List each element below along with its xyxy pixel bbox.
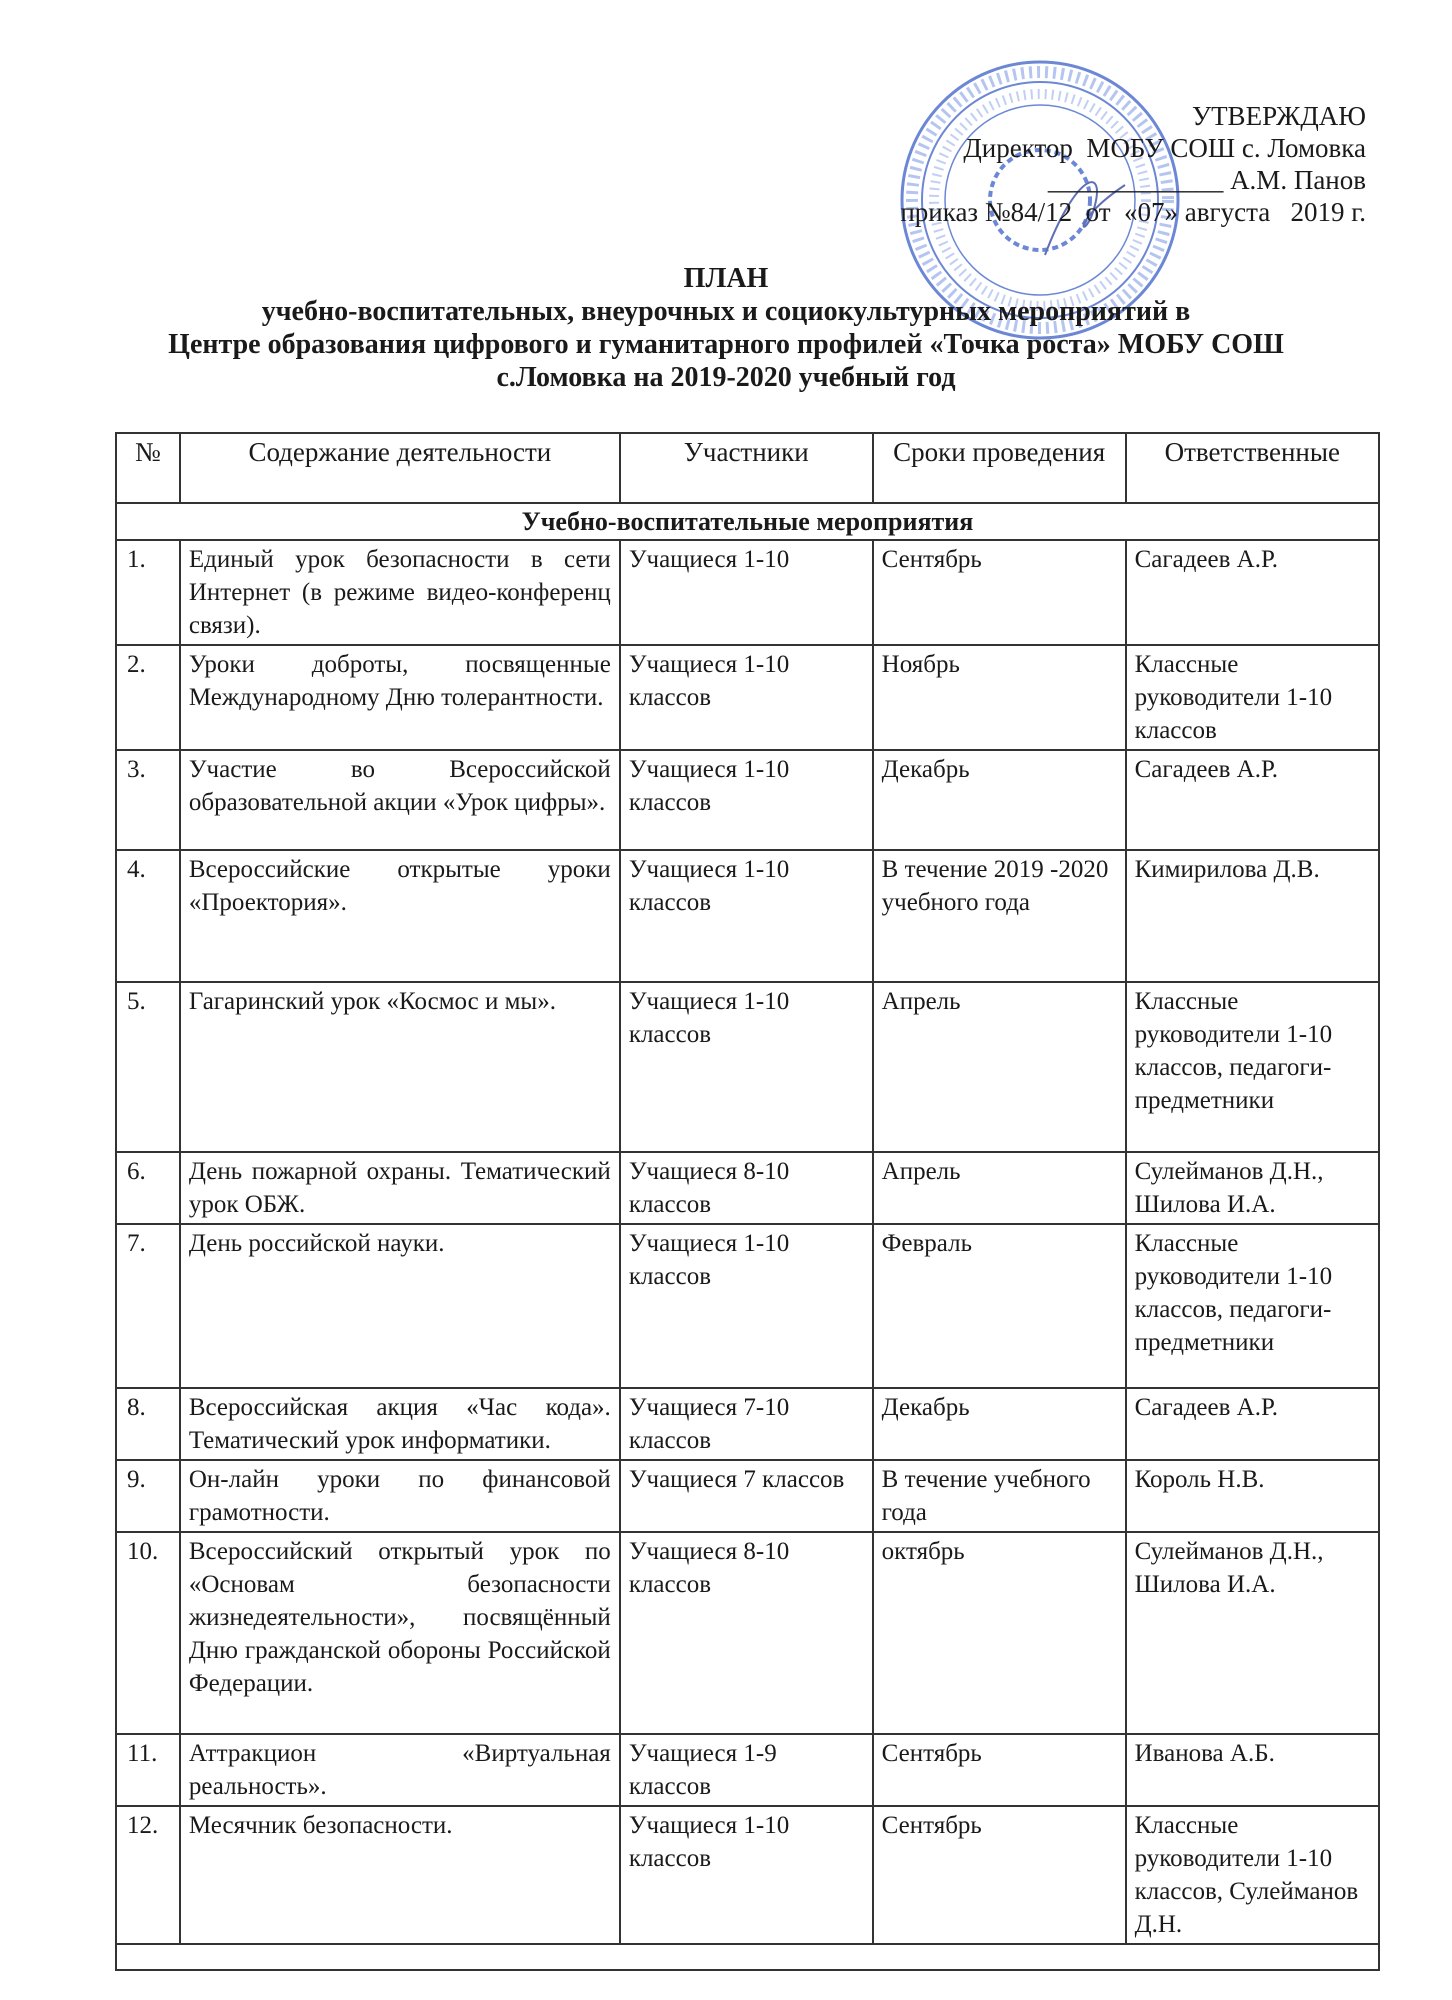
row-dates: Декабрь — [873, 750, 1126, 850]
table-row — [116, 1734, 1379, 1806]
row-content: Всероссийский открытый урок по «Основам безопасности жизнедеятельности», посвящённый Дню гражданской обороны Российской Федерации. — [180, 1532, 620, 1734]
row-number: 12. — [116, 1806, 180, 1944]
row-dates: Сентябрь — [873, 1806, 1126, 1944]
approval-title: УТВЕРЖДАЮ — [1191, 101, 1366, 131]
table-row — [116, 1388, 1379, 1460]
row-content: Всероссийские открытые уроки «Проектория». — [180, 850, 620, 982]
row-dates: Апрель — [873, 982, 1126, 1152]
row-responsible: Сагадеев А.Р. — [1126, 1388, 1379, 1460]
section-row — [116, 503, 1379, 540]
row-content: Он-лайн уроки по финансовой грамотности. — [180, 1460, 620, 1532]
row-participants: Учащиеся 1-10 — [620, 540, 873, 645]
row-dates: Декабрь — [873, 1388, 1126, 1460]
row-number: 3. — [116, 750, 180, 850]
row-responsible: Сулейманов Д.Н., Шилова И.А. — [1126, 1152, 1379, 1224]
row-responsible: Классные руководители 1-10 классов — [1126, 645, 1379, 750]
plan-table — [115, 432, 1380, 1971]
row-content: Гагаринский урок «Космос и мы». — [180, 982, 620, 1152]
row-number: 5. — [116, 982, 180, 1152]
row-dates: В течение 2019 -2020 учебного года — [873, 850, 1126, 982]
row-responsible: Классные руководители 1-10 классов, Сулейманов Д.Н. — [1126, 1806, 1379, 1944]
row-participants: Учащиеся 1-10 классов — [620, 1806, 873, 1944]
row-content: Всероссийская акция «Час кода». Тематический урок информатики. — [180, 1388, 620, 1460]
empty-cell — [116, 1944, 1379, 1970]
row-dates: В течение учебного года — [873, 1460, 1126, 1532]
table-row — [116, 1532, 1379, 1734]
row-responsible: Классные руководители 1-10 классов, педагоги-предметники — [1126, 1224, 1379, 1388]
document-heading: ПЛАН — [683, 263, 769, 294]
document-title — [0, 262, 1452, 394]
table-row — [116, 540, 1379, 645]
approval-order: приказ №84/12 от «07» августа 2019 г. — [900, 197, 1366, 227]
header-content: Содержание деятельности — [180, 433, 620, 503]
row-number: 4. — [116, 850, 180, 982]
document-subtitle: учебно-воспитательных, внеурочных и социокультурных мероприятий в — [261, 296, 1191, 327]
row-number: 10. — [116, 1532, 180, 1734]
row-responsible: Кимирилова Д.В. — [1126, 850, 1379, 982]
row-participants: Учащиеся 1-9 классов — [620, 1734, 873, 1806]
section-title: Учебно-воспитательные мероприятия — [116, 503, 1379, 540]
table-row — [116, 1806, 1379, 1944]
row-content: День российской науки. — [180, 1224, 620, 1388]
row-dates: Сентябрь — [873, 540, 1126, 645]
row-number: 6. — [116, 1152, 180, 1224]
row-number: 11. — [116, 1734, 180, 1806]
row-participants: Учащиеся 7-10 классов — [620, 1388, 873, 1460]
row-participants: Учащиеся 1-10 классов — [620, 1224, 873, 1388]
row-dates: октябрь — [873, 1532, 1126, 1734]
header-responsible: Ответственные — [1126, 433, 1379, 503]
row-responsible: Сулейманов Д.Н., Шилова И.А. — [1126, 1532, 1379, 1734]
table-row — [116, 1224, 1379, 1388]
table-row — [116, 982, 1379, 1152]
row-dates: Ноябрь — [873, 645, 1126, 750]
row-dates: Апрель — [873, 1152, 1126, 1224]
table-row — [116, 1460, 1379, 1532]
row-participants: Учащиеся 8-10 классов — [620, 1152, 873, 1224]
header-dates: Сроки проведения — [873, 433, 1126, 503]
table-row — [116, 750, 1379, 850]
row-responsible: Сагадеев А.Р. — [1126, 750, 1379, 850]
table-row — [116, 1152, 1379, 1224]
row-number: 9. — [116, 1460, 180, 1532]
row-content: Месячник безопасности. — [180, 1806, 620, 1944]
approval-name: _____________ А.М. Панов — [1047, 165, 1366, 195]
row-participants: Учащиеся 7 классов — [620, 1460, 873, 1532]
header-participants: Участники — [620, 433, 873, 503]
row-content: Единый урок безопасности в сети Интернет (в режиме видео-конференц связи). — [180, 540, 620, 645]
table-row — [116, 645, 1379, 750]
table-header-row — [116, 433, 1379, 503]
row-participants: Учащиеся 1-10 классов — [620, 750, 873, 850]
approval-block — [900, 100, 1366, 228]
row-content: День пожарной охраны. Тематический урок ОБЖ. — [180, 1152, 620, 1224]
row-content: Уроки доброты, посвященные Международному Дню толерантности. — [180, 645, 620, 750]
row-dates: Февраль — [873, 1224, 1126, 1388]
row-number: 2. — [116, 645, 180, 750]
row-dates: Сентябрь — [873, 1734, 1126, 1806]
row-participants: Учащиеся 1-10 классов — [620, 645, 873, 750]
header-number: № — [116, 433, 180, 503]
row-responsible: Король Н.В. — [1126, 1460, 1379, 1532]
row-content: Участие во Всероссийской образовательной акции «Урок цифры». — [180, 750, 620, 850]
row-participants: Учащиеся 1-10 классов — [620, 850, 873, 982]
row-participants: Учащиеся 8-10 классов — [620, 1532, 873, 1734]
row-number: 1. — [116, 540, 180, 645]
document-subtitle: Центре образования цифрового и гуманитарного профилей «Точка роста» МОБУ СОШ — [168, 329, 1284, 360]
table-row — [116, 850, 1379, 982]
row-participants: Учащиеся 1-10 классов — [620, 982, 873, 1152]
row-content: Аттракцион «Виртуальная реальность». — [180, 1734, 620, 1806]
row-responsible: Классные руководители 1-10 классов, педагоги-предметники — [1126, 982, 1379, 1152]
approval-position: Директор МОБУ СОШ с. Ломовка — [963, 133, 1366, 163]
document-subtitle: с.Ломовка на 2019-2020 учебный год — [496, 362, 956, 393]
row-responsible: Сагадеев А.Р. — [1126, 540, 1379, 645]
row-number: 7. — [116, 1224, 180, 1388]
empty-row — [116, 1944, 1379, 1970]
row-number: 8. — [116, 1388, 180, 1460]
row-responsible: Иванова А.Б. — [1126, 1734, 1379, 1806]
